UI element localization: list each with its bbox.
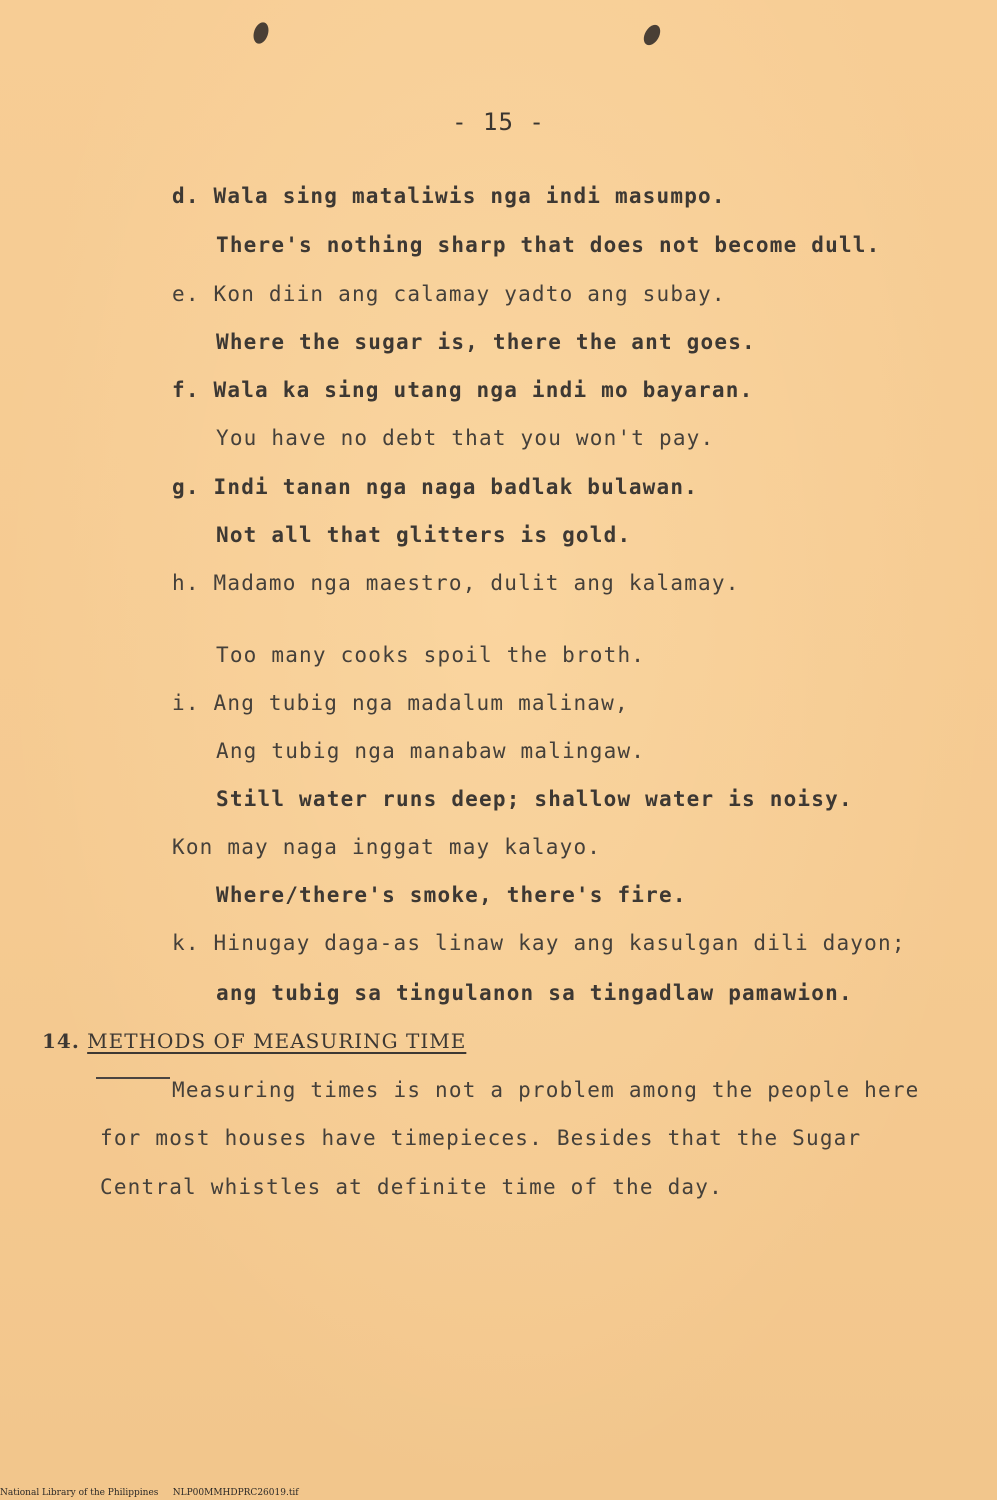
proverb-j-english: Where/there's smoke, there's fire. — [216, 883, 687, 907]
proverb-f-english: You have no debt that you won't pay. — [216, 426, 715, 450]
paragraph-line-1: Measuring times is not a problem among the people here — [172, 1078, 920, 1102]
section-number: 14. — [42, 1029, 80, 1053]
proverb-i-native-2: Ang tubig nga manabaw malingaw. — [216, 739, 646, 763]
proverb-g-native: g. Indi tanan nga naga badlak bulawan. — [172, 475, 699, 499]
paragraph-line-2: for most houses have timepieces. Besides that the Sugar — [100, 1126, 862, 1150]
proverb-k-native-1: k. Hinugay daga-as linaw kay ang kasulgan dili dayon; — [172, 931, 906, 955]
proverb-i-english: Still water runs deep; shallow water is noisy. — [216, 787, 853, 811]
page-number: - 15 - — [452, 108, 545, 136]
proverb-h-native: h. Madamo nga maestro, dulit ang kalamay. — [172, 571, 740, 595]
proverb-g-english: Not all that glitters is gold. — [216, 523, 632, 547]
section-title: METHODS OF MEASURING TIME — [87, 1029, 467, 1053]
proverb-k-native-2: ang tubig sa tingulanon sa tingadlaw pamawion. — [216, 981, 853, 1005]
punch-hole-left — [251, 20, 271, 45]
proverb-i-native-1: i. Ang tubig nga madalum malinaw, — [172, 691, 629, 715]
proverb-f-native: f. Wala ka sing utang nga indi mo bayaran. — [172, 378, 754, 402]
proverb-h-english: Too many cooks spoil the broth. — [216, 643, 646, 667]
proverb-e-english: Where the sugar is, there the ant goes. — [216, 330, 756, 354]
punch-hole-right — [640, 22, 663, 48]
scan-footer — [0, 1488, 299, 1498]
section-heading — [42, 1028, 466, 1054]
proverb-d-native: d. Wala sing mataliwis nga indi masumpo. — [172, 184, 726, 208]
proverb-d-english: There's nothing sharp that does not become dull. — [216, 233, 881, 257]
paragraph-line-3: Central whistles at definite time of the day. — [100, 1175, 723, 1199]
proverb-e-native: e. Kon diin ang calamay yadto ang subay. — [172, 282, 726, 306]
proverb-j-native: Kon may naga inggat may kalayo. — [172, 835, 602, 859]
footer-file: NLP00MMHDPRC26019.tif — [172, 1488, 299, 1498]
paragraph-indent-rule — [96, 1077, 170, 1079]
footer-library: National Library of the Philippines — [0, 1488, 159, 1498]
